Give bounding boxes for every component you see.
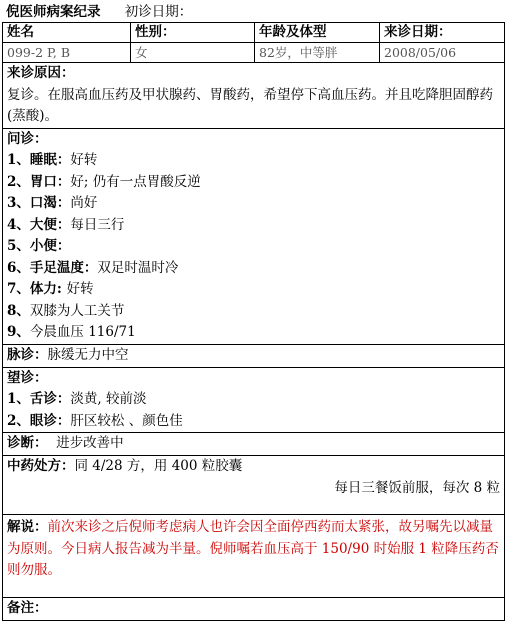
- inquiry-key: 手足温度：: [29, 259, 98, 276]
- pulse-line: [7, 345, 500, 367]
- observation-num: 1、: [7, 391, 30, 407]
- prescription-label: 中药处方：: [7, 458, 75, 474]
- inquiry-label: 问诊：: [7, 130, 48, 147]
- pulse-value: 脉缓无力中空: [47, 346, 129, 363]
- observation-item-eyes: [7, 411, 500, 433]
- inquiry-value: 尚好: [70, 195, 98, 211]
- observation-value: 肝区较松 、颜色佳: [70, 412, 183, 429]
- inquiry-key: 体力:: [29, 281, 67, 297]
- inquiry-key: 大便：: [29, 216, 71, 233]
- visit-reason-label: 来诊原因：: [7, 65, 75, 81]
- observation-key: 眼诊：: [29, 412, 71, 429]
- inquiry-item-appetite: [7, 172, 500, 194]
- inquiry-num: 5、: [7, 238, 30, 254]
- inquiry-num: 6、: [7, 259, 30, 276]
- inquiry-row: [3, 128, 505, 344]
- inquiry-value: 好; 仍有一点胃酸反逆: [70, 173, 201, 190]
- observation-num: 2、: [7, 412, 30, 429]
- record-header: [6, 2, 192, 22]
- inquiry-value: 好转: [66, 281, 94, 297]
- info-value-row: [3, 43, 505, 63]
- case-record-form: [2, 22, 505, 621]
- inquiry-value: 双膝为人工关节: [29, 302, 125, 319]
- name-column-header: 姓名: [3, 23, 131, 43]
- diagnosis-label: 诊断：: [7, 435, 48, 451]
- patient-age-build-value: 82岁，中等胖: [255, 43, 380, 63]
- notes-row: [3, 598, 505, 621]
- inquiry-value: 每日三行: [70, 216, 125, 233]
- explanation-text: 前次来诊之后倪师考虑病人也许会因全面停西药而太紧张，故另嘱先以减量为原则。今日病人报告减为半量。倪师嘱若血压高于 150/90 时始服 1 粒降压药否则勿服。: [7, 519, 499, 578]
- visit-reason-text: 复诊。在服高血压药及甲状腺药、胃酸药，希望停下高血压药。并且吃降胆固醇药(蒸酸)。: [7, 86, 493, 124]
- inquiry-key: 口渴：: [29, 195, 71, 211]
- patient-gender-value: 女: [131, 43, 255, 63]
- prescription-dosage: 每日三餐饭前服，每次 8 粒: [334, 479, 500, 496]
- observation-row: [3, 367, 505, 433]
- inquiry-item-blood-pressure: [7, 322, 500, 344]
- diagnosis-row: [3, 433, 505, 456]
- visit-date-value: 2008/05/06: [380, 43, 505, 63]
- pulse-row: [3, 344, 505, 367]
- inquiry-num: 7、: [7, 281, 30, 297]
- first-visit-date-label: 初诊日期：: [124, 4, 193, 20]
- inquiry-item-sleep: [7, 150, 500, 172]
- inquiry-key: 睡眠：: [29, 152, 71, 168]
- inquiry-key: 小便：: [29, 238, 71, 254]
- observation-label: 望诊：: [7, 369, 48, 386]
- diagnosis-value: 进步改善中: [56, 435, 124, 451]
- inquiry-item-urine: [7, 236, 500, 258]
- observation-item-tongue: [7, 389, 500, 411]
- inquiry-item-stamina: [7, 279, 500, 301]
- inquiry-value: 今晨血压 116/71: [29, 324, 136, 340]
- age-build-column-header: 年龄及体型: [255, 23, 380, 43]
- pulse-label: 脉诊：: [7, 346, 48, 363]
- inquiry-num: 9、: [7, 324, 30, 340]
- explanation-row: [3, 515, 505, 598]
- inquiry-item-stool: [7, 215, 500, 237]
- prescription-line: [7, 456, 500, 478]
- inquiry-num: 3、: [7, 195, 30, 211]
- visit-reason-row: [3, 63, 505, 129]
- inquiry-num: 2、: [7, 173, 30, 190]
- inquiry-num: 4、: [7, 216, 30, 233]
- visit-date-column-header: 来诊日期：: [380, 23, 505, 43]
- prescription-row: [3, 456, 505, 515]
- diagnosis-line: [7, 433, 500, 455]
- notes-label: 备注：: [7, 600, 48, 616]
- inquiry-item-knees: [7, 301, 500, 323]
- inquiry-item-thirst: [7, 193, 500, 215]
- prescription-text: 同 4/28 方，用 400 粒胶囊: [74, 458, 243, 474]
- record-title: 倪医师病案纪录: [6, 4, 101, 20]
- inquiry-key: 胃口：: [29, 173, 71, 190]
- explanation-label: 解说：: [7, 519, 48, 535]
- inquiry-num: 1、: [7, 152, 30, 168]
- inquiry-item-limb-temperature: [7, 258, 500, 280]
- observation-key: 舌诊：: [29, 391, 71, 407]
- gender-column-header: 性别：: [131, 23, 255, 43]
- inquiry-value: 双足时温时冷: [97, 259, 179, 276]
- observation-value: 淡黄, 较前淡: [70, 391, 147, 407]
- inquiry-num: 8、: [7, 302, 30, 319]
- info-header-row: [3, 23, 505, 43]
- explanation-paragraph: [7, 515, 500, 582]
- inquiry-value: 好转: [70, 152, 98, 168]
- patient-name-value: 099-2 P, B: [3, 43, 131, 63]
